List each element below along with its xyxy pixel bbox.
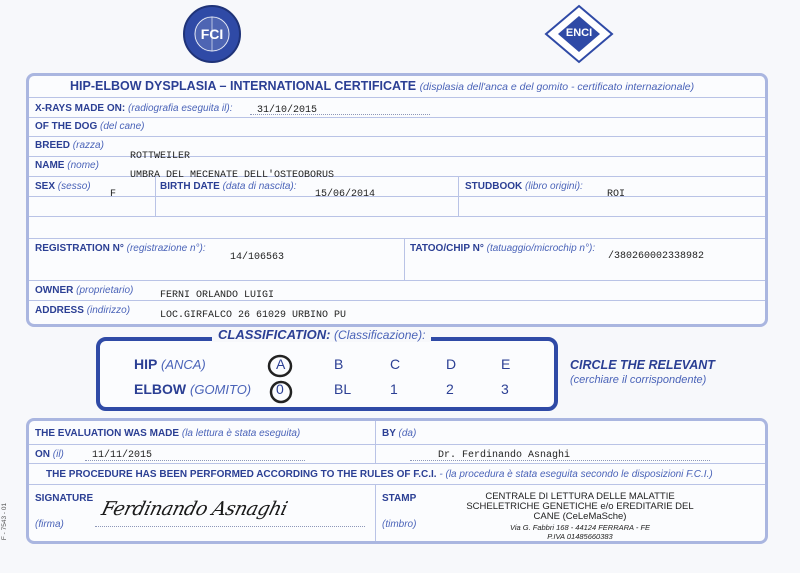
xrays-value: 31/10/2015 — [257, 105, 318, 116]
elbow-grade: BL — [334, 381, 352, 397]
studbook-value: ROI — [607, 189, 626, 200]
elbow-grade: 1 — [390, 381, 398, 397]
breed-label: BREED (razza) — [35, 140, 104, 151]
hip-label: HIP (ANCA) — [134, 356, 206, 372]
elbow-grade: 0 — [276, 381, 284, 397]
on-label: ON (il) — [35, 449, 64, 460]
elbow-selection-circle — [271, 382, 291, 402]
hip-grade: C — [390, 356, 401, 372]
certificate-title — [70, 79, 694, 93]
sex-label: SEX (sesso) — [35, 181, 91, 192]
by-label: BY (da) — [382, 428, 417, 439]
on-value: 11/11/2015 — [92, 450, 153, 461]
signature-it: (firma) — [35, 519, 64, 530]
owner-label: OWNER (proprietario) — [35, 285, 134, 296]
fci-logo — [183, 5, 241, 63]
stamp-line: CANE (CeLeMaSche) — [533, 511, 627, 522]
hip-grade: B — [334, 356, 344, 372]
classification-box — [96, 337, 558, 411]
signature: Ferdinando Asnaghi — [99, 498, 290, 520]
hip-grade: A — [276, 356, 286, 372]
dog-label: OF THE DOG (del cane) — [35, 121, 145, 132]
hip-selection-circle — [269, 356, 291, 376]
classification-title: CLASSIFICATION: (Classificazione): — [212, 327, 431, 342]
chip-label: TATOO/CHIP N° (tatuaggio/microchip n°): — [410, 243, 596, 254]
stamp-label: STAMP — [382, 493, 417, 504]
xrays-label: X-RAYS MADE ON: (radiografia eseguita il): — [35, 103, 233, 114]
breed-value: ROTTWEILER — [130, 151, 191, 162]
name-label: NAME (nome) — [35, 160, 99, 171]
registration-value: 14/106563 — [230, 252, 285, 263]
address-value: LOC.GIRFALCO 26 61029 URBINO PU — [160, 310, 347, 321]
selection-circles — [262, 350, 296, 406]
stamp — [455, 492, 705, 541]
name-value: UMBRA DEL MECENATE DELL'OSTEOBORUS — [130, 170, 335, 181]
sex-value: F — [110, 189, 117, 200]
circle-note-it: (cerchiare il corrispondente) — [570, 374, 707, 386]
birth-value: 15/06/2014 — [315, 189, 376, 200]
hip-grade: D — [446, 356, 457, 372]
title-it: (displasia dell'anca e del gomito - certificato internazionale) — [419, 81, 695, 93]
form-code: F - 7543 - 01 — [1, 502, 9, 541]
studbook-label: STUDBOOK (libro origini): — [465, 181, 583, 192]
stamp-it: (timbro) — [382, 519, 417, 530]
circle-note: CIRCLE THE RELEVANT — [570, 358, 715, 372]
address-label: ADDRESS (indirizzo) — [35, 305, 131, 316]
by-value: Dr. Ferdinando Asnaghi — [438, 450, 571, 461]
birth-label: BIRTH DATE (data di nascita): — [160, 181, 297, 192]
elbow-grade: 2 — [446, 381, 454, 397]
stamp-line: CENTRALE DI LETTURA DELLE MALATTIE — [485, 491, 675, 502]
stamp-line: Via G. Fabbri 168 - 44124 FERRARA - FE — [509, 523, 651, 532]
chip-value: /380260002338982 — [608, 251, 705, 262]
enci-logo — [540, 4, 618, 64]
elbow-grade: 3 — [501, 381, 509, 397]
elbow-label: ELBOW (GOMITO) — [134, 381, 252, 397]
owner-value: FERNI ORLANDO LUIGI — [160, 290, 275, 301]
hip-grade: E — [501, 356, 511, 372]
stamp-line: P.IVA 01485660383 — [547, 532, 613, 541]
signature-label: SIGNATURE — [35, 493, 94, 504]
fci-logo-text: FCI — [200, 26, 224, 42]
registration-label: REGISTRATION N° (registrazione n°): — [35, 243, 206, 254]
evaluation-made-label: THE EVALUATION WAS MADE (la lettura è stata eseguita) — [35, 428, 301, 439]
title-en: HIP-ELBOW DYSPLASIA – INTERNATIONAL CERTIFICATE — [70, 79, 417, 93]
enci-logo-text: ENCI — [565, 27, 593, 39]
procedure-text: THE PROCEDURE HAS BEEN PERFORMED ACCORDING TO THE RULES OF F.C.I. - (la procedura è stata eseguita secondo le disposizioni F.C.I.) — [46, 469, 713, 480]
stamp-line: SCHELETRICHE GENETICHE e/o EREDITARIE DEL — [466, 501, 694, 512]
